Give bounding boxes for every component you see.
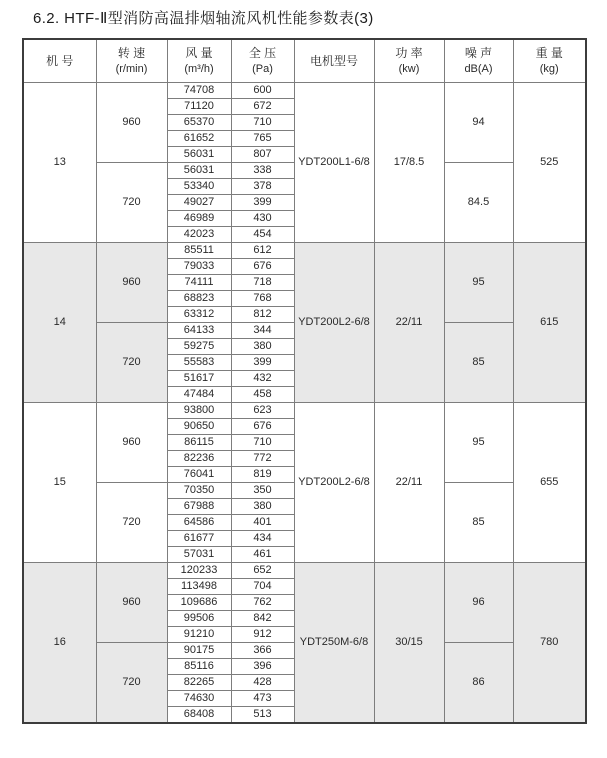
header-label: 电机型号 [309, 53, 358, 68]
airflow-cell: 79033 [167, 259, 231, 275]
speed-cell: 960 [96, 243, 167, 323]
pressure-cell: 428 [231, 675, 294, 691]
airflow-cell: 57031 [167, 547, 231, 563]
power-cell: 17/8.5 [374, 83, 444, 243]
header-unit: (r/min) [115, 62, 148, 75]
header-label: 风 量 [185, 46, 213, 61]
pressure-cell: 912 [231, 627, 294, 643]
power-cell: 22/11 [374, 243, 444, 403]
pressure-cell: 344 [231, 323, 294, 339]
airflow-cell: 64586 [167, 515, 231, 531]
pressure-cell: 762 [231, 595, 294, 611]
pressure-cell: 807 [231, 147, 294, 163]
pressure-cell: 842 [231, 611, 294, 627]
header-cell [444, 39, 513, 83]
header-cell [513, 39, 586, 83]
noise-cell: 94 [444, 83, 513, 163]
airflow-cell: 61677 [167, 531, 231, 547]
pressure-cell: 399 [231, 355, 294, 371]
airflow-cell: 42023 [167, 227, 231, 243]
weight-cell: 780 [513, 563, 586, 724]
airflow-cell: 68823 [167, 291, 231, 307]
airflow-cell: 76041 [167, 467, 231, 483]
speed-cell: 720 [96, 323, 167, 403]
header-unit: (kw) [398, 62, 420, 75]
pressure-cell: 600 [231, 83, 294, 99]
header-unit: dB(A) [464, 62, 493, 75]
airflow-cell: 93800 [167, 403, 231, 419]
noise-cell: 85 [444, 323, 513, 403]
pressure-cell: 768 [231, 291, 294, 307]
table-row [23, 83, 586, 99]
airflow-cell: 74630 [167, 691, 231, 707]
airflow-cell: 68408 [167, 707, 231, 724]
motor-model-cell: YDT200L1-6/8 [294, 83, 374, 243]
pressure-cell: 434 [231, 531, 294, 547]
power-cell: 22/11 [374, 403, 444, 563]
noise-cell: 95 [444, 243, 513, 323]
airflow-cell: 67988 [167, 499, 231, 515]
airflow-cell: 82236 [167, 451, 231, 467]
power-cell: 30/15 [374, 563, 444, 724]
pressure-cell: 513 [231, 707, 294, 724]
header-cell [374, 39, 444, 83]
pressure-cell: 672 [231, 99, 294, 115]
motor-model-cell: YDT250M-6/8 [294, 563, 374, 724]
table-row [23, 243, 586, 259]
airflow-cell: 64133 [167, 323, 231, 339]
airflow-cell: 74111 [167, 275, 231, 291]
pressure-cell: 765 [231, 131, 294, 147]
airflow-cell: 86115 [167, 435, 231, 451]
pressure-cell: 401 [231, 515, 294, 531]
fan-performance-table [22, 38, 587, 724]
airflow-cell: 61652 [167, 131, 231, 147]
pressure-cell: 718 [231, 275, 294, 291]
airflow-cell: 74708 [167, 83, 231, 99]
pressure-cell: 612 [231, 243, 294, 259]
header-unit: (m³/h) [184, 62, 214, 75]
header-unit: (Pa) [252, 62, 273, 75]
airflow-cell: 90175 [167, 643, 231, 659]
noise-cell: 85 [444, 483, 513, 563]
page-title: 6.2. HTF-Ⅱ型消防高温排烟轴流风机性能参数表(3) [33, 10, 374, 27]
weight-cell: 615 [513, 243, 586, 403]
speed-cell: 960 [96, 403, 167, 483]
pressure-cell: 461 [231, 547, 294, 563]
header-label: 重 量 [535, 46, 563, 61]
airflow-cell: 56031 [167, 147, 231, 163]
airflow-cell: 46989 [167, 211, 231, 227]
pressure-cell: 366 [231, 643, 294, 659]
noise-cell: 96 [444, 563, 513, 643]
speed-cell: 960 [96, 563, 167, 643]
pressure-cell: 380 [231, 339, 294, 355]
pressure-cell: 454 [231, 227, 294, 243]
table-row [23, 563, 586, 579]
airflow-cell: 71120 [167, 99, 231, 115]
airflow-cell: 49027 [167, 195, 231, 211]
speed-cell: 720 [96, 643, 167, 724]
pressure-cell: 710 [231, 115, 294, 131]
airflow-cell: 109686 [167, 595, 231, 611]
noise-cell: 95 [444, 403, 513, 483]
header-label: 噪 声 [464, 46, 493, 61]
header-row [23, 39, 586, 83]
airflow-cell: 99506 [167, 611, 231, 627]
noise-cell: 86 [444, 643, 513, 724]
table-body [23, 83, 586, 724]
header-label: 功 率 [395, 46, 423, 61]
pressure-cell: 380 [231, 499, 294, 515]
airflow-cell: 91210 [167, 627, 231, 643]
motor-model-cell: YDT200L2-6/8 [294, 243, 374, 403]
pressure-cell: 704 [231, 579, 294, 595]
pressure-cell: 396 [231, 659, 294, 675]
airflow-cell: 55583 [167, 355, 231, 371]
header-unit: (kg) [539, 62, 559, 75]
pressure-cell: 676 [231, 259, 294, 275]
airflow-cell: 85116 [167, 659, 231, 675]
table-row [23, 403, 586, 419]
header-label: 转 速 [117, 46, 146, 61]
airflow-cell: 70350 [167, 483, 231, 499]
airflow-cell: 85511 [167, 243, 231, 259]
airflow-cell: 53340 [167, 179, 231, 195]
airflow-cell: 56031 [167, 163, 231, 179]
airflow-cell: 47484 [167, 387, 231, 403]
airflow-cell: 51617 [167, 371, 231, 387]
header-cell [231, 39, 294, 83]
pressure-cell: 819 [231, 467, 294, 483]
airflow-cell: 59275 [167, 339, 231, 355]
pressure-cell: 623 [231, 403, 294, 419]
motor-model-cell: YDT200L2-6/8 [294, 403, 374, 563]
speed-cell: 720 [96, 483, 167, 563]
airflow-cell: 65370 [167, 115, 231, 131]
machine-no-cell: 14 [23, 243, 96, 403]
pressure-cell: 399 [231, 195, 294, 211]
speed-cell: 720 [96, 163, 167, 243]
airflow-cell: 90650 [167, 419, 231, 435]
header-cell [23, 39, 96, 83]
header-cell [96, 39, 167, 83]
machine-no-cell: 13 [23, 83, 96, 243]
pressure-cell: 432 [231, 371, 294, 387]
pressure-cell: 458 [231, 387, 294, 403]
speed-cell: 960 [96, 83, 167, 163]
header-cell [167, 39, 231, 83]
weight-cell: 655 [513, 403, 586, 563]
pressure-cell: 430 [231, 211, 294, 227]
airflow-cell: 82265 [167, 675, 231, 691]
airflow-cell: 63312 [167, 307, 231, 323]
machine-no-cell: 15 [23, 403, 96, 563]
header-cell [294, 39, 374, 83]
pressure-cell: 378 [231, 179, 294, 195]
pressure-cell: 812 [231, 307, 294, 323]
table-header [23, 39, 586, 83]
header-label: 机 号 [46, 53, 74, 68]
airflow-cell: 120233 [167, 563, 231, 579]
pressure-cell: 676 [231, 419, 294, 435]
header-label: 全 压 [248, 46, 277, 61]
pressure-cell: 772 [231, 451, 294, 467]
pressure-cell: 710 [231, 435, 294, 451]
pressure-cell: 473 [231, 691, 294, 707]
weight-cell: 525 [513, 83, 586, 243]
machine-no-cell: 16 [23, 563, 96, 724]
pressure-cell: 652 [231, 563, 294, 579]
noise-cell: 84.5 [444, 163, 513, 243]
pressure-cell: 350 [231, 483, 294, 499]
pressure-cell: 338 [231, 163, 294, 179]
airflow-cell: 113498 [167, 579, 231, 595]
